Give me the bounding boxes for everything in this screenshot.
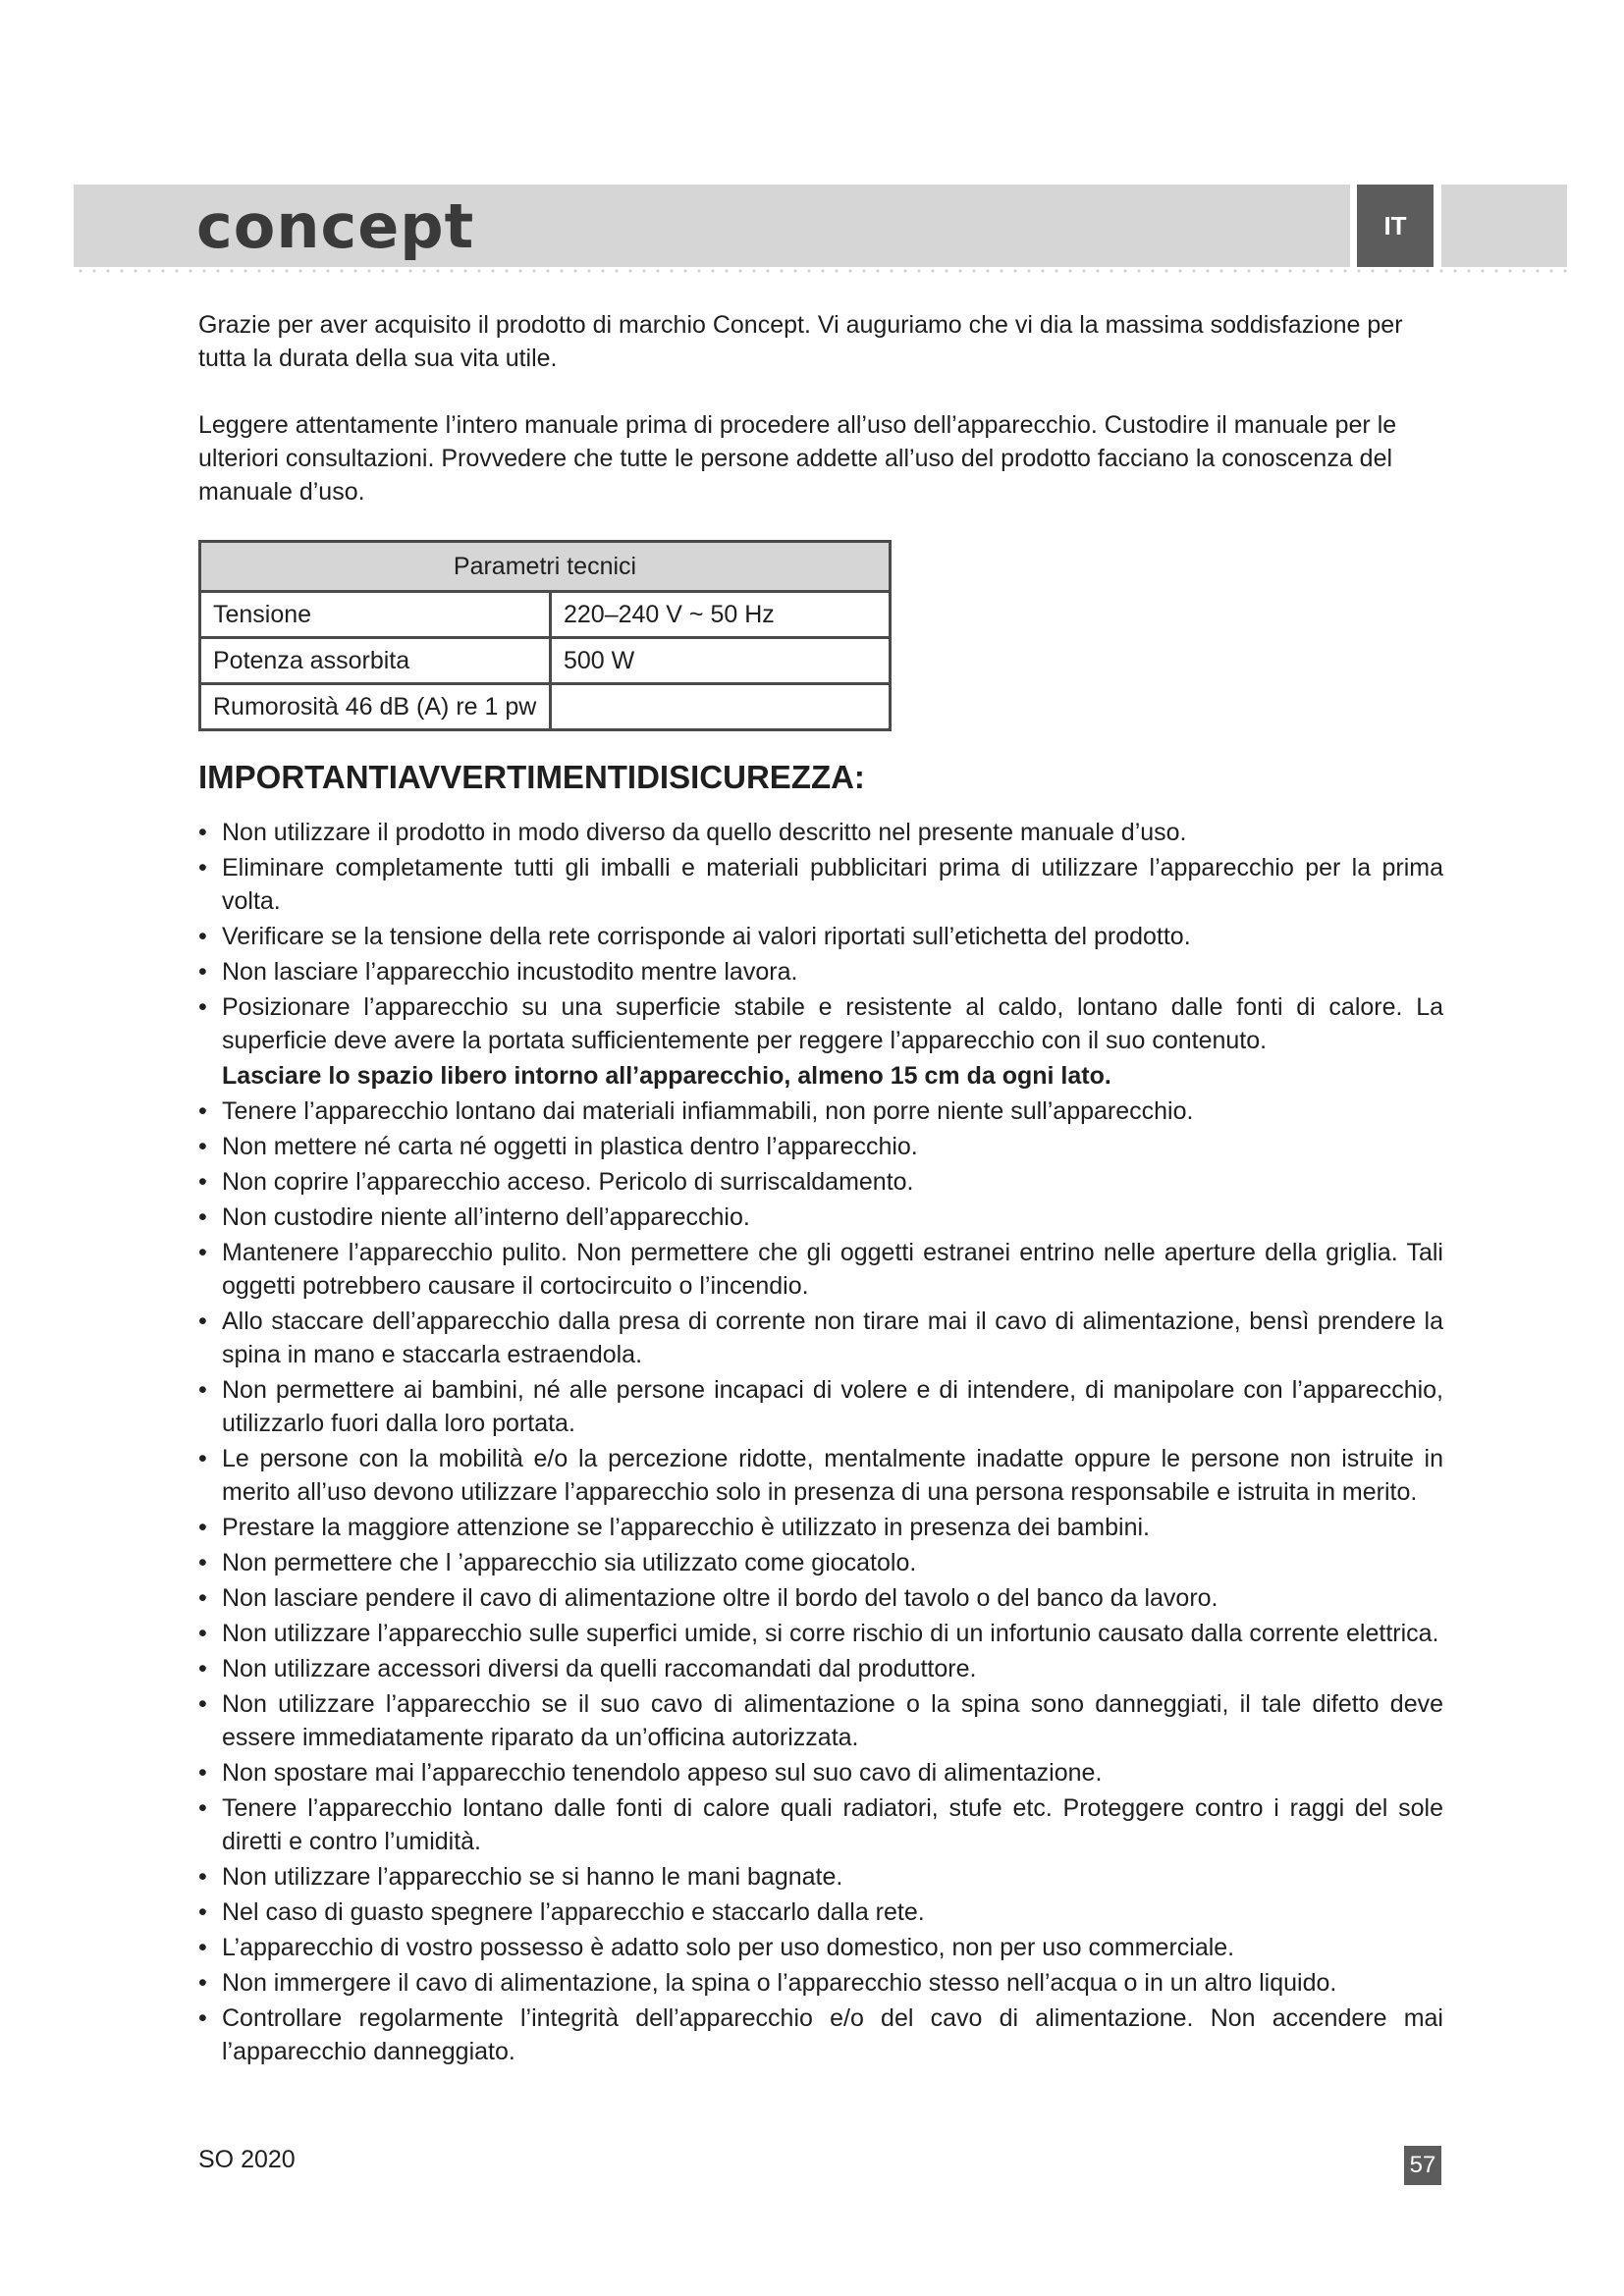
list-item: • Allo staccare dell’apparecchio dalla presa di corrente non tirare mai il cavo di alimentazione, bensì prendere la spina in mano e staccarla estraendola. bbox=[198, 1305, 1443, 1371]
list-item-emphasis: Lasciare lo spazio libero intorno all’apparecchio, almeno 15 cm da ogni lato. bbox=[222, 1062, 1111, 1090]
list-item: • Non spostare mai l’apparecchio tenendolo appeso sul suo cavo di alimentazione. bbox=[198, 1756, 1443, 1789]
list-item: • L’apparecchio di vostro possesso è adatto solo per uso domestico, non per uso commerciale. bbox=[198, 1931, 1443, 1964]
list-item: • Non utilizzare accessori diversi da quelli raccomandati dal produttore. bbox=[198, 1652, 1443, 1685]
list-item: • Non permettere ai bambini, né alle persone incapaci di volere e di intendere, di manipolare con l’apparecchio, utilizzarlo fuori dalla loro portata. bbox=[198, 1373, 1443, 1440]
list-item: • Non mettere né carta né oggetti in plastica dentro l’apparecchio. bbox=[198, 1130, 1443, 1163]
list-item: • Eliminare completamente tutti gli imballi e materiali pubblicitari prima di utilizzare l’apparecchio per la prima volta. bbox=[198, 851, 1443, 918]
list-item: • Non utilizzare il prodotto in modo diverso da quello descritto nel presente manuale d’uso. bbox=[198, 816, 1443, 849]
spec-label: Potenza assorbita bbox=[200, 638, 551, 684]
list-item: • Le persone con la mobilità e/o la percezione ridotte, mentalmente inadatte oppure le persone non istruite in merito all’uso devono utilizzare l’apparecchio solo in presenza di una persona responsabile e istruita in merito. bbox=[198, 1442, 1443, 1509]
table-row bbox=[200, 592, 891, 638]
list-item: • Mantenere l’apparecchio pulito. Non permettere che gli oggetti estranei entrino nelle aperture della griglia. Tali oggetti potrebbero causare il cortocircuito o l’incendio. bbox=[198, 1236, 1443, 1303]
spec-value bbox=[551, 684, 891, 730]
list-item: • Non immergere il cavo di alimentazione, la spina o l’apparecchio stesso nell’acqua o in un altro liquido. bbox=[198, 1966, 1443, 2000]
list-item: • Nel caso di guasto spegnere l’apparecchio e staccarlo dalla rete. bbox=[198, 1896, 1443, 1929]
list-item: • Posizionare l’apparecchio su una superficie stabile e resistente al caldo, lontano dalle fonti di calore. La superficie deve avere la portata sufficientemente per reggere l’apparecchio con il suo contenuto. bbox=[198, 990, 1443, 1057]
intro-paragraph: Leggere attentamente l’intero manuale prima di procedere all’uso dell’apparecchio. Custodire il manuale per le ulteriori consultazioni. Provvedere che tutte le persone addette all’uso del prodotto facciano la conoscenza del manuale d’uso. bbox=[198, 411, 1397, 506]
list-item: • Non custodire niente all’interno dell’apparecchio. bbox=[198, 1201, 1443, 1234]
list-item: • Non lasciare l’apparecchio incustodito mentre lavora. bbox=[198, 955, 1443, 988]
list-item: • Tenere l’apparecchio lontano dai materiali infiammabili, non porre niente sull’apparecchio. bbox=[198, 1095, 1443, 1128]
safety-list bbox=[198, 816, 1443, 2068]
table-row bbox=[200, 638, 891, 684]
list-item: • Verificare se la tensione della rete corrisponde ai valori riportati sull’etichetta del prodotto. bbox=[198, 920, 1443, 953]
list-item: • Non utilizzare l’apparecchio sulle superfici umide, si corre rischio di un infortunio causato dalla corrente elettrica. bbox=[198, 1617, 1443, 1650]
page-number: 57 bbox=[1404, 2146, 1441, 2185]
list-item: • Tenere l’apparecchio lontano dalle fonti di calore quali radiatori, stufe etc. Proteggere contro i raggi del sole diretti e contro l’umidità. bbox=[198, 1791, 1443, 1858]
page-content bbox=[198, 308, 1443, 2070]
list-item: • Non utilizzare l’apparecchio se il suo cavo di alimentazione o la spina sono danneggiati, il tale difetto deve essere immediatamente riparato da un’officina autorizzata. bbox=[198, 1687, 1443, 1754]
spec-label: Tensione bbox=[200, 592, 551, 638]
header-bar-end bbox=[1441, 185, 1567, 267]
list-item: • Controllare regolarmente l’integrità dell’apparecchio e/o del cavo di alimentazione. Non accendere mai l’apparecchio danneggiato. bbox=[198, 2002, 1443, 2068]
language-badge: IT bbox=[1357, 185, 1434, 267]
safety-heading: IMPORTANTIAVVERTIMENTIDISICUREZZA: bbox=[198, 759, 865, 795]
specs-table bbox=[198, 540, 892, 731]
spec-value: 500 W bbox=[551, 638, 891, 684]
intro-paragraph: Grazie per aver acquisito il prodotto di marchio Concept. Vi auguriamo che vi dia la massima soddisfazione per tutta la durata della sua vita utile. bbox=[198, 311, 1403, 372]
brand-logo: concept bbox=[196, 189, 475, 262]
model-number: SO 2020 bbox=[198, 2146, 296, 2173]
list-item: • Non permettere che l ’apparecchio sia utilizzato come giocatolo. bbox=[198, 1546, 1443, 1579]
spec-value: 220–240 V ~ 50 Hz bbox=[551, 592, 891, 638]
list-item: • Non coprire l’apparecchio acceso. Pericolo di surriscaldamento. bbox=[198, 1165, 1443, 1199]
table-row bbox=[200, 684, 891, 730]
header-dotted-line bbox=[74, 269, 1567, 273]
spec-label: Rumorosità 46 dB (A) re 1 pw bbox=[200, 684, 551, 730]
list-item: • Non utilizzare l’apparecchio se si hanno le mani bagnate. bbox=[198, 1860, 1443, 1894]
list-item: • Prestare la maggiore attenzione se l’apparecchio è utilizzato in presenza dei bambini. bbox=[198, 1511, 1443, 1544]
specs-table-title: Parametri tecnici bbox=[200, 542, 891, 592]
list-item: • Non lasciare pendere il cavo di alimentazione oltre il bordo del tavolo o del banco da lavoro. bbox=[198, 1581, 1443, 1615]
